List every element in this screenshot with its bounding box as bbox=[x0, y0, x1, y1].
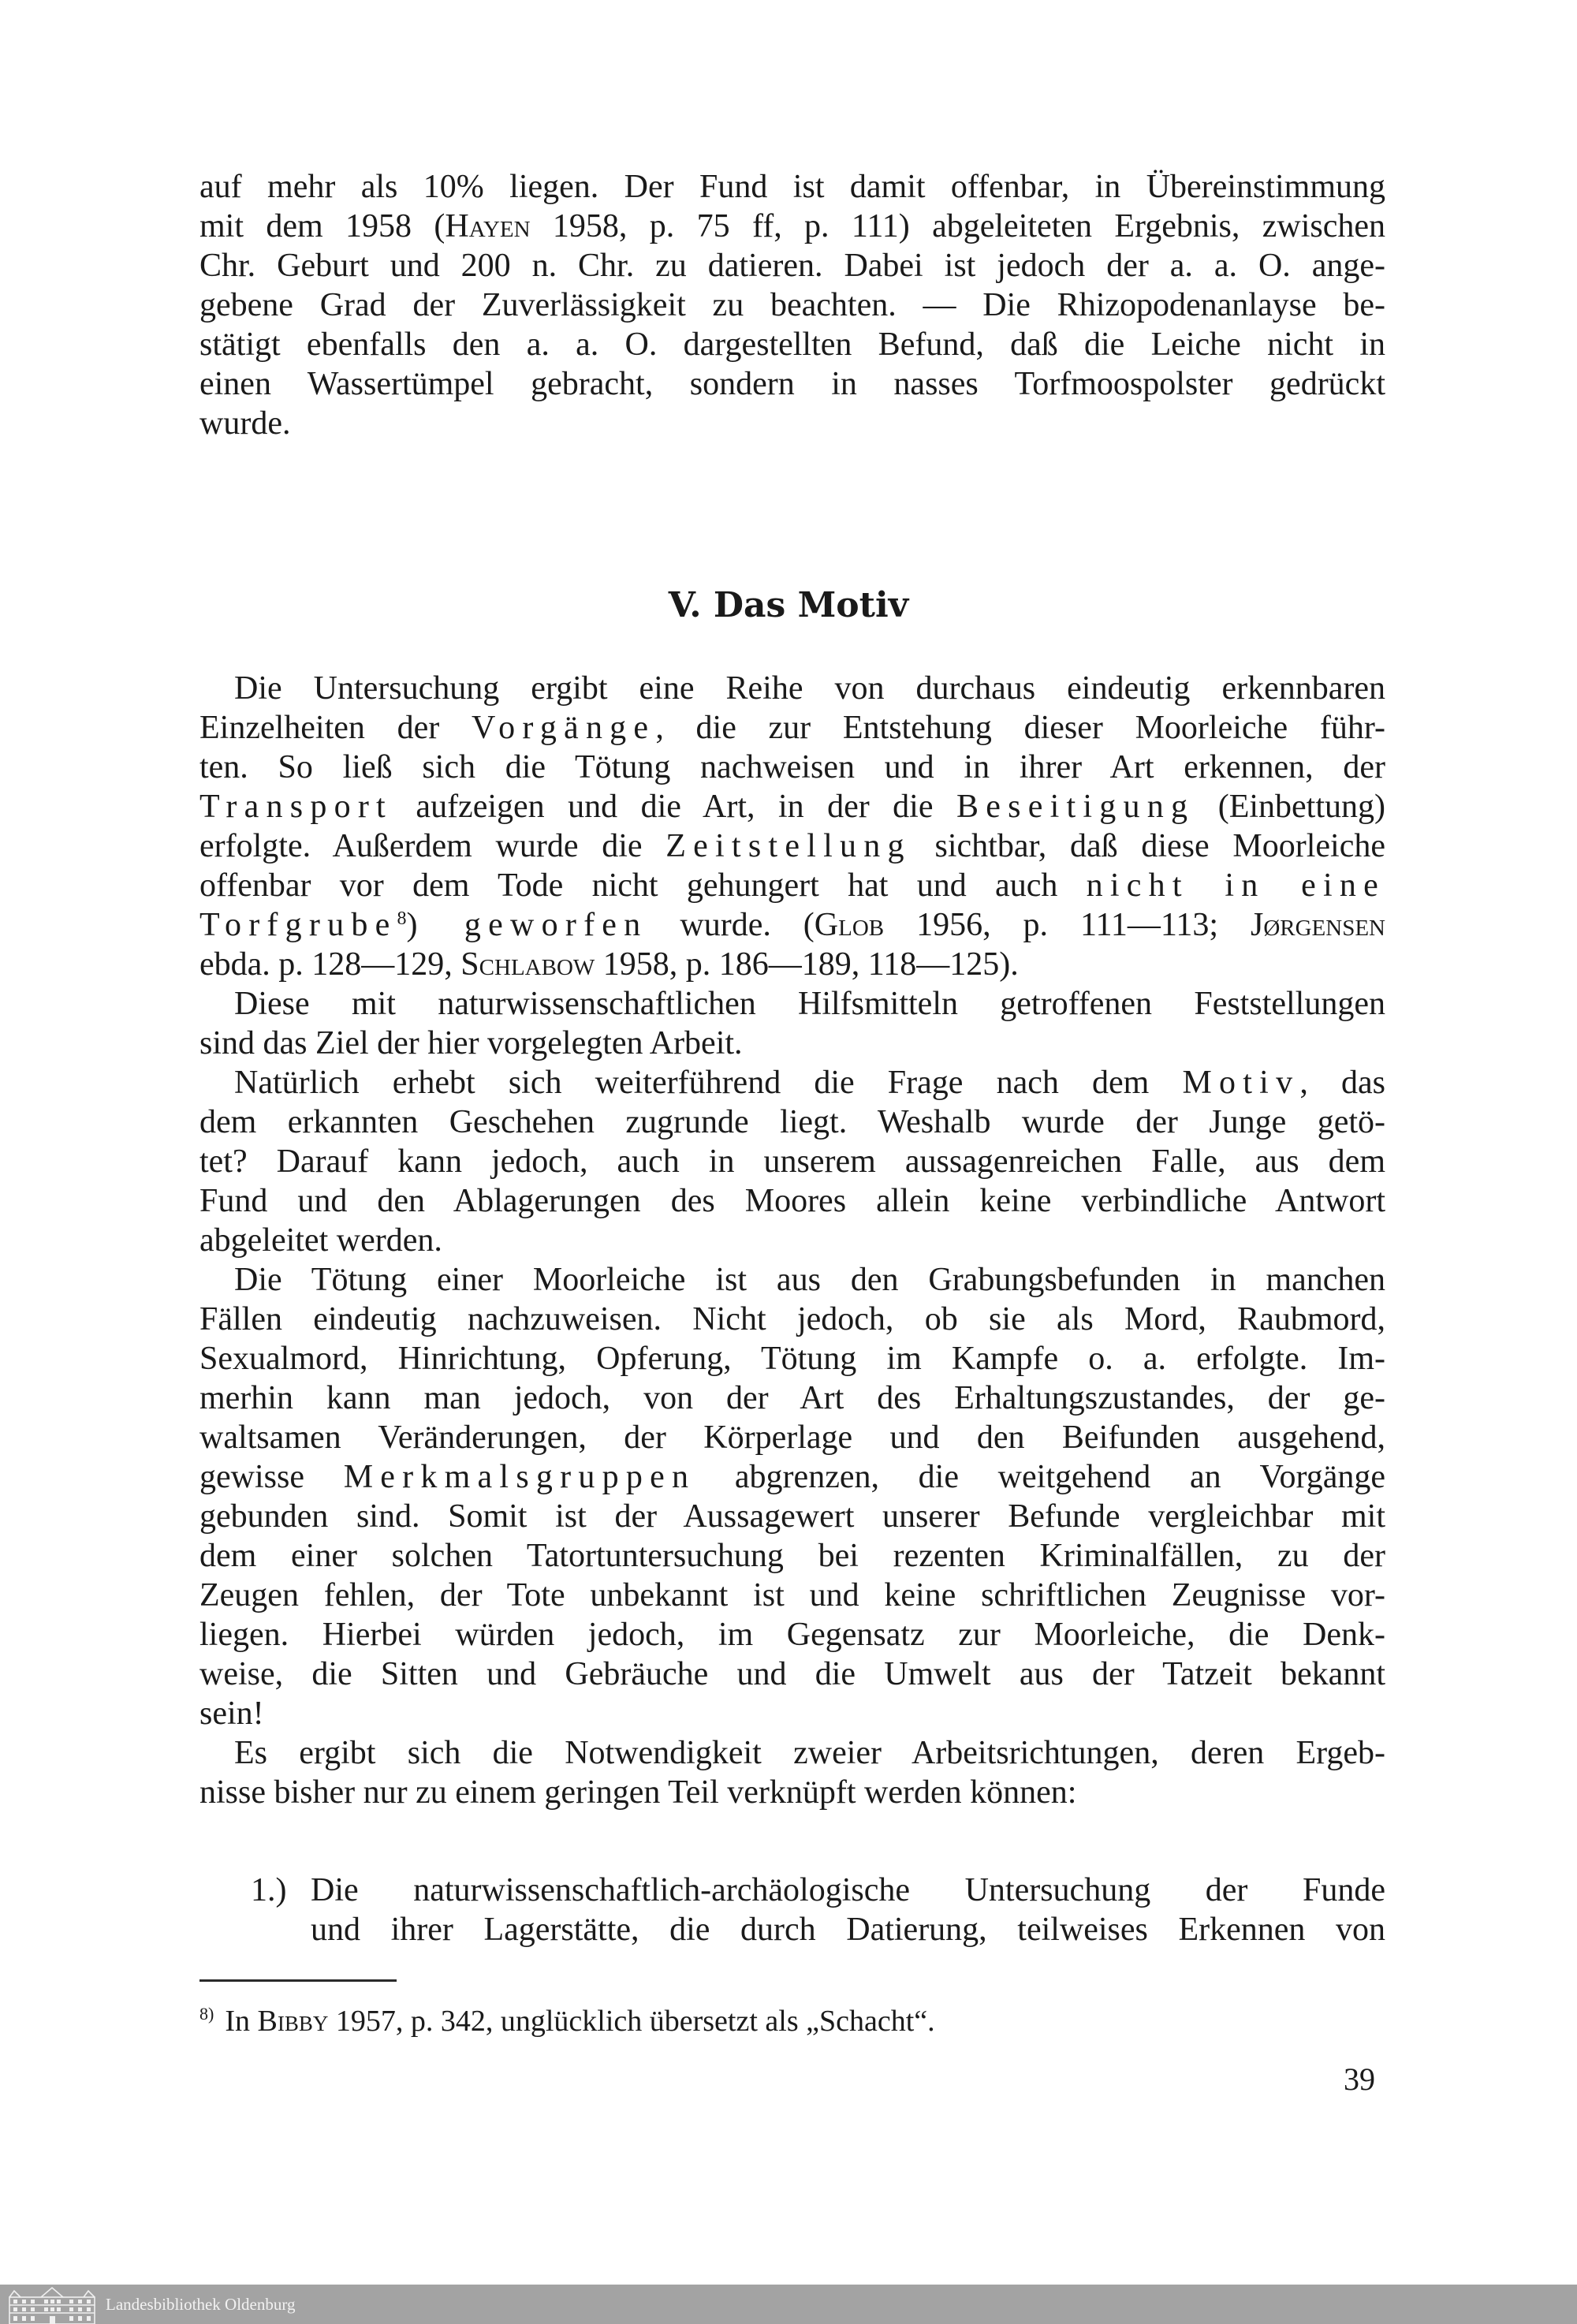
text-line: liegen. Hierbei würden jedoch, im Gegensatz zur Moorleiche, die Denk- bbox=[199, 1617, 1385, 1653]
spaced-emphasis: Beseitigung bbox=[956, 789, 1195, 825]
text-line bbox=[199, 207, 1385, 246]
spaced-emphasis: Motiv bbox=[1182, 1065, 1300, 1101]
text-line: Die naturwissenschaftlich-archäologische Untersuchung der Funde bbox=[311, 1872, 1385, 1908]
text-line: dem einer solchen Tatortuntersuchung bei rezenten Kriminalfällen, zu der bbox=[199, 1538, 1385, 1574]
text-run: abgrenzen, die weitgehend an Vorgänge bbox=[695, 1459, 1385, 1495]
text-line bbox=[199, 1063, 1385, 1102]
text-line: gebunden sind. Somit ist der Aussagewert unserer Befunde vergleichbar mit bbox=[199, 1498, 1385, 1535]
author-name: Glob bbox=[814, 907, 885, 943]
spaced-emphasis: nicht in eine bbox=[1086, 867, 1385, 904]
text-line bbox=[199, 905, 1385, 945]
text-run: sichtbar, daß diese Moorleiche bbox=[911, 828, 1385, 864]
text-line bbox=[199, 787, 1385, 826]
text-line: Fällen eindeutig nachzuweisen. Nicht jedoch, ob sie als Mord, Raubmord, bbox=[199, 1301, 1385, 1337]
text-line bbox=[199, 866, 1385, 905]
text-line: Sexualmord, Hinrichtung, Opferung, Tötung im Kampfe o. a. erfolgte. Im- bbox=[199, 1341, 1385, 1377]
text-line: Zeugen fehlen, der Tote unbekannt ist und keine schriftlichen Zeugnisse vor- bbox=[199, 1577, 1385, 1613]
text-line: Die Untersuchung ergibt eine Reihe von durchaus eindeutig erkennbaren bbox=[234, 670, 1385, 707]
text-line bbox=[199, 708, 1385, 748]
text-line: gebene Grad der Zuverlässigkeit zu beachten. — Die Rhizopodenanlayse be- bbox=[199, 287, 1385, 323]
text-line: und ihrer Lagerstätte, die durch Datierung, teilweises Erkennen von bbox=[311, 1912, 1385, 1948]
text-line: tet? Darauf kann jedoch, auch in unserem aussagenreichen Falle, aus dem bbox=[199, 1143, 1385, 1180]
text-line: Fund und den Ablagerungen des Moores allein keine verbindliche Antwort bbox=[199, 1183, 1385, 1219]
text-line bbox=[199, 945, 1385, 984]
text-line: abgeleitet werden. bbox=[199, 1222, 442, 1259]
footnote-mark: 8) bbox=[199, 2004, 214, 2024]
paragraph-continuation bbox=[199, 167, 1385, 443]
text-line: einen Wassertümpel gebracht, sondern in nasses Torfmoospolster gedrückt bbox=[199, 366, 1385, 402]
text-line bbox=[199, 1457, 1385, 1497]
page-number: 39 bbox=[1344, 2061, 1375, 2097]
footnote-divider bbox=[199, 1979, 397, 1982]
text-line: sind das Ziel der hier vorgelegten Arbeit. bbox=[199, 1025, 743, 1061]
text-line: wurde. bbox=[199, 405, 291, 442]
text-line: Es ergibt sich die Notwendigkeit zweier Arbeitsrichtungen, deren Ergeb- bbox=[234, 1735, 1385, 1771]
text-line: waltsamen Veränderungen, der Körperlage und den Beifunden ausgehend, bbox=[199, 1419, 1385, 1456]
text-run: 1958, p. 186—189, 118—125). bbox=[595, 946, 1019, 983]
text-line: Die Tötung einer Moorleiche ist aus den Grabungsbefunden in manchen bbox=[234, 1262, 1385, 1298]
text-run: mit dem 1958 ( bbox=[199, 208, 446, 244]
text-run: wurde. ( bbox=[647, 907, 815, 943]
text-run: 1956, p. 111—113; bbox=[884, 907, 1251, 943]
text-run: Natürlich erhebt sich weiterführend die Frage nach dem bbox=[234, 1065, 1183, 1101]
library-building-icon bbox=[6, 2286, 98, 2324]
text-line: Diese mit naturwissenschaftlichen Hilfsmitteln getroffenen Feststellungen bbox=[234, 986, 1385, 1022]
text-line: Chr. Geburt und 200 n. Chr. zu datieren. Dabei ist jedoch der a. a. O. ange- bbox=[199, 248, 1385, 284]
library-footer-bar bbox=[0, 2285, 1577, 2324]
spaced-emphasis: Vorgänge bbox=[471, 710, 656, 746]
text-line: stätigt ebenfalls den a. a. O. dargestellten Befund, daß die Leiche nicht in bbox=[199, 326, 1385, 363]
text-run: gewisse bbox=[199, 1459, 344, 1495]
spaced-emphasis: Merkmalsgruppen bbox=[343, 1459, 696, 1495]
section-heading: V. Das Motiv bbox=[668, 585, 909, 625]
library-name: Landesbibliothek Oldenburg bbox=[106, 2295, 296, 2314]
text-line: ten. So ließ sich die Tötung nachweisen und in ihrer Art erkennen, der bbox=[199, 749, 1385, 785]
text-line: dem erkannten Geschehen zugrunde liegt. Weshalb wurde der Junge getö- bbox=[199, 1104, 1385, 1140]
text-line: auf mehr als 10% liegen. Der Fund ist damit offenbar, in Übereinstimmung bbox=[199, 169, 1385, 205]
list-item bbox=[311, 1871, 1385, 1949]
text-run: (Einbettung) bbox=[1195, 789, 1386, 825]
section-body bbox=[199, 669, 1385, 1812]
text-run: Einzelheiten der bbox=[199, 710, 472, 746]
author-name: Bibby bbox=[257, 2005, 329, 2038]
text-line: sein! bbox=[199, 1695, 264, 1732]
footnote-reference[interactable]: 8 bbox=[397, 908, 407, 929]
text-line bbox=[199, 826, 1385, 866]
text-run: 1958, p. 75 ff, p. 111) abgeleiteten Ergebnis, zwischen bbox=[530, 208, 1385, 244]
spaced-emphasis: Transport bbox=[199, 789, 393, 825]
text-line: weise, die Sitten und Gebräuche und die Umwelt aus der Tatzeit bekannt bbox=[199, 1656, 1385, 1692]
numbered-list bbox=[251, 1871, 1385, 1949]
text-line: nisse bisher nur zu einem geringen Teil verknüpft werden können: bbox=[199, 1774, 1077, 1811]
text-run: , die zur Entstehung dieser Moorleiche führ- bbox=[655, 710, 1385, 746]
list-number: 1.) bbox=[251, 1872, 287, 1908]
text-run: In bbox=[225, 2005, 258, 2038]
author-name: Jørgensen bbox=[1250, 907, 1385, 943]
author-name: Schlabow bbox=[460, 946, 595, 983]
text-run: , das bbox=[1299, 1065, 1385, 1101]
spaced-emphasis: Zeitstellung bbox=[665, 828, 912, 864]
spaced-emphasis: Torfgrube bbox=[199, 907, 397, 943]
text-run: erfolgte. Außerdem wurde die bbox=[199, 828, 666, 864]
text-run: 1957, p. 342, unglücklich übersetzt als „Schacht“. bbox=[328, 2005, 935, 2038]
text-run: aufzeigen und die Art, in der die bbox=[392, 789, 956, 825]
footnote bbox=[199, 2001, 935, 2041]
text-run: offenbar vor dem Tode nicht gehungert hat und auch bbox=[199, 867, 1087, 904]
text-run: ebda. p. 128—129, bbox=[199, 946, 461, 983]
author-name: Hayen bbox=[445, 208, 531, 244]
text-line: merhin kann man jedoch, von der Art des Erhaltungszustandes, der ge- bbox=[199, 1380, 1385, 1416]
spaced-emphasis: ) geworfen bbox=[406, 907, 648, 943]
